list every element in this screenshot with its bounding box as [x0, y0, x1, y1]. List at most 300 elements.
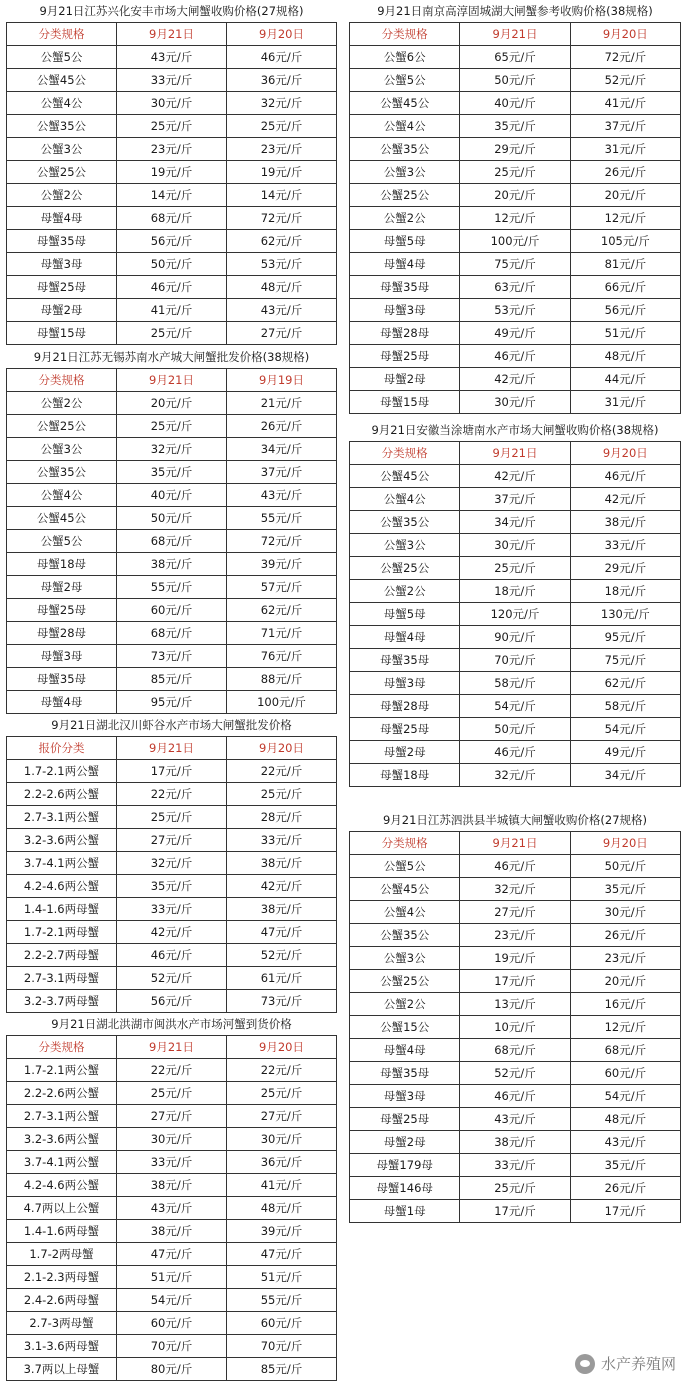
price-cell: 14元/斤	[117, 184, 227, 207]
spec-cell: 公蟹35公	[7, 461, 117, 484]
spec-cell: 公蟹35公	[7, 115, 117, 138]
price-table-block	[6, 1013, 337, 1381]
price-cell: 55元/斤	[227, 507, 337, 530]
price-cell: 50元/斤	[117, 253, 227, 276]
price-cell: 65元/斤	[460, 46, 570, 69]
price-cell: 22元/斤	[117, 1059, 227, 1082]
price-cell: 85元/斤	[227, 1358, 337, 1381]
price-cell: 33元/斤	[570, 534, 680, 557]
price-cell: 22元/斤	[227, 1059, 337, 1082]
price-cell: 42元/斤	[227, 875, 337, 898]
spec-cell: 母蟹3母	[350, 1085, 460, 1108]
price-cell: 29元/斤	[570, 557, 680, 580]
spec-cell: 母蟹4母	[7, 207, 117, 230]
price-cell: 32元/斤	[460, 764, 570, 787]
price-table	[6, 1035, 337, 1381]
table-row	[7, 1266, 337, 1289]
table-row	[7, 1174, 337, 1197]
column-header: 9月20日	[570, 832, 680, 855]
price-cell: 34元/斤	[227, 438, 337, 461]
spec-cell: 母蟹25母	[7, 276, 117, 299]
price-cell: 25元/斤	[460, 557, 570, 580]
spec-cell: 母蟹146母	[350, 1177, 460, 1200]
price-cell: 37元/斤	[227, 461, 337, 484]
price-cell: 33元/斤	[117, 1151, 227, 1174]
table-row	[350, 901, 681, 924]
table-row	[350, 161, 681, 184]
table-row	[7, 553, 337, 576]
table-row	[7, 438, 337, 461]
price-cell: 58元/斤	[460, 672, 570, 695]
price-cell: 42元/斤	[460, 368, 570, 391]
price-cell: 44元/斤	[570, 368, 680, 391]
price-cell: 46元/斤	[570, 465, 680, 488]
table-row	[350, 1085, 681, 1108]
price-cell: 61元/斤	[227, 967, 337, 990]
price-cell: 19元/斤	[460, 947, 570, 970]
column-header: 9月20日	[570, 442, 680, 465]
price-cell: 26元/斤	[227, 415, 337, 438]
spec-cell: 公蟹5公	[7, 530, 117, 553]
price-cell: 71元/斤	[227, 622, 337, 645]
column-header: 9月21日	[117, 737, 227, 760]
table-row	[350, 1062, 681, 1085]
table-title: 9月21日湖北汉川虾谷水产市场大闸蟹批发价格	[51, 718, 292, 732]
price-cell: 23元/斤	[460, 924, 570, 947]
table-row	[7, 852, 337, 875]
spec-cell: 公蟹45公	[350, 878, 460, 901]
price-cell: 50元/斤	[117, 507, 227, 530]
table-row	[7, 1105, 337, 1128]
watermark-text: 水产养殖网	[600, 1355, 676, 1373]
spec-cell: 1.7-2.1两公蟹	[7, 1059, 117, 1082]
price-cell: 33元/斤	[117, 898, 227, 921]
table-row	[7, 507, 337, 530]
spec-cell: 母蟹2母	[350, 741, 460, 764]
price-cell: 76元/斤	[227, 645, 337, 668]
price-cell: 32元/斤	[460, 878, 570, 901]
price-cell: 75元/斤	[570, 649, 680, 672]
table-row	[7, 1220, 337, 1243]
table-row	[7, 783, 337, 806]
price-cell: 37元/斤	[460, 488, 570, 511]
price-cell: 54元/斤	[570, 1085, 680, 1108]
price-cell: 58元/斤	[570, 695, 680, 718]
table-row	[7, 1358, 337, 1381]
price-cell: 32元/斤	[117, 852, 227, 875]
price-cell: 25元/斤	[117, 415, 227, 438]
spec-cell: 2.7-3.1两公蟹	[7, 1105, 117, 1128]
price-cell: 38元/斤	[460, 1131, 570, 1154]
table-row	[350, 46, 681, 69]
spec-cell: 母蟹1母	[350, 1200, 460, 1223]
table-row	[350, 649, 681, 672]
price-cell: 70元/斤	[227, 1335, 337, 1358]
table-row	[7, 230, 337, 253]
price-cell: 16元/斤	[570, 993, 680, 1016]
price-cell: 31元/斤	[570, 391, 680, 414]
price-cell: 51元/斤	[570, 322, 680, 345]
spec-cell: 公蟹45公	[7, 69, 117, 92]
spec-cell: 公蟹4公	[350, 488, 460, 511]
spec-cell: 母蟹2母	[7, 576, 117, 599]
table-row	[350, 276, 681, 299]
price-cell: 55元/斤	[117, 576, 227, 599]
price-cell: 41元/斤	[117, 299, 227, 322]
table-row	[7, 875, 337, 898]
column-header: 9月20日	[227, 737, 337, 760]
column-header: 分类规格	[350, 23, 460, 46]
price-cell: 26元/斤	[570, 1177, 680, 1200]
table-row	[350, 1131, 681, 1154]
price-cell: 46元/斤	[460, 855, 570, 878]
price-cell: 28元/斤	[227, 806, 337, 829]
price-cell: 56元/斤	[117, 230, 227, 253]
column-header: 9月21日	[460, 23, 570, 46]
table-row	[350, 1177, 681, 1200]
spec-cell: 母蟹18母	[7, 553, 117, 576]
spec-cell: 公蟹2公	[350, 580, 460, 603]
table-row	[350, 924, 681, 947]
price-cell: 17元/斤	[460, 970, 570, 993]
price-cell: 46元/斤	[460, 741, 570, 764]
price-cell: 53元/斤	[460, 299, 570, 322]
price-table-block	[6, 346, 337, 714]
spec-cell: 公蟹35公	[350, 924, 460, 947]
table-row	[7, 691, 337, 714]
price-cell: 25元/斤	[227, 1082, 337, 1105]
spec-cell: 公蟹5公	[7, 46, 117, 69]
price-cell: 48元/斤	[227, 1197, 337, 1220]
table-row	[7, 392, 337, 415]
price-cell: 38元/斤	[117, 1174, 227, 1197]
table-row	[350, 557, 681, 580]
price-cell: 50元/斤	[460, 718, 570, 741]
price-cell: 75元/斤	[460, 253, 570, 276]
price-cell: 63元/斤	[460, 276, 570, 299]
table-row	[350, 138, 681, 161]
table-row	[7, 1197, 337, 1220]
price-cell: 48元/斤	[227, 276, 337, 299]
price-cell: 38元/斤	[117, 1220, 227, 1243]
price-cell: 19元/斤	[227, 161, 337, 184]
table-row	[350, 741, 681, 764]
column-header: 9月21日	[460, 442, 570, 465]
price-cell: 17元/斤	[460, 1200, 570, 1223]
price-cell: 23元/斤	[570, 947, 680, 970]
table-title: 9月21日江苏无锡苏南水产城大闸蟹批发价格(38规格)	[33, 350, 310, 364]
price-table	[349, 831, 681, 1223]
price-cell: 95元/斤	[117, 691, 227, 714]
spec-cell: 公蟹3公	[7, 438, 117, 461]
price-cell: 25元/斤	[227, 783, 337, 806]
column-header: 9月20日	[227, 23, 337, 46]
price-cell: 60元/斤	[117, 1312, 227, 1335]
price-table	[6, 22, 337, 345]
spec-cell: 公蟹2公	[350, 207, 460, 230]
price-cell: 25元/斤	[460, 161, 570, 184]
price-cell: 40元/斤	[117, 484, 227, 507]
table-row	[350, 580, 681, 603]
table-row	[7, 760, 337, 783]
price-cell: 14元/斤	[227, 184, 337, 207]
table-row	[350, 391, 681, 414]
spec-cell: 母蟹179母	[350, 1154, 460, 1177]
price-cell: 120元/斤	[460, 603, 570, 626]
table-row	[7, 69, 337, 92]
price-cell: 38元/斤	[227, 898, 337, 921]
spec-cell: 母蟹4母	[7, 691, 117, 714]
price-cell: 50元/斤	[460, 69, 570, 92]
price-cell: 51元/斤	[227, 1266, 337, 1289]
spec-cell: 母蟹3母	[7, 645, 117, 668]
price-cell: 105元/斤	[570, 230, 680, 253]
price-cell: 17元/斤	[117, 760, 227, 783]
price-cell: 43元/斤	[117, 1197, 227, 1220]
spec-cell: 2.4-2.6两母蟹	[7, 1289, 117, 1312]
spec-cell: 公蟹25公	[350, 970, 460, 993]
price-cell: 25元/斤	[460, 1177, 570, 1200]
price-cell: 34元/斤	[570, 764, 680, 787]
spec-cell: 公蟹35公	[350, 138, 460, 161]
price-cell: 25元/斤	[117, 1082, 227, 1105]
spec-cell: 母蟹25母	[350, 345, 460, 368]
table-row	[7, 115, 337, 138]
spec-cell: 3.2-3.6两公蟹	[7, 1128, 117, 1151]
spec-cell: 2.7-3.1两母蟹	[7, 967, 117, 990]
table-row	[7, 921, 337, 944]
price-cell: 25元/斤	[227, 115, 337, 138]
table-row	[7, 645, 337, 668]
price-cell: 68元/斤	[117, 207, 227, 230]
spec-cell: 公蟹25公	[350, 557, 460, 580]
price-table	[349, 441, 681, 787]
spec-cell: 公蟹4公	[350, 115, 460, 138]
table-row	[350, 764, 681, 787]
price-cell: 33元/斤	[460, 1154, 570, 1177]
price-cell: 53元/斤	[227, 253, 337, 276]
spec-cell: 公蟹5公	[350, 69, 460, 92]
price-cell: 43元/斤	[460, 1108, 570, 1131]
table-row	[7, 944, 337, 967]
price-cell: 35元/斤	[570, 878, 680, 901]
spec-cell: 母蟹18母	[350, 764, 460, 787]
price-cell: 17元/斤	[570, 1200, 680, 1223]
table-row	[350, 465, 681, 488]
table-header-row	[7, 1036, 337, 1059]
price-cell: 52元/斤	[117, 967, 227, 990]
spec-cell: 公蟹2公	[350, 993, 460, 1016]
price-cell: 42元/斤	[460, 465, 570, 488]
price-cell: 72元/斤	[227, 530, 337, 553]
table-row	[350, 970, 681, 993]
price-cell: 36元/斤	[227, 1151, 337, 1174]
table-row	[350, 1200, 681, 1223]
price-cell: 62元/斤	[227, 599, 337, 622]
price-cell: 23元/斤	[227, 138, 337, 161]
table-title: 9月21日湖北洪湖市闽洪水产市场河蟹到货价格	[51, 1017, 292, 1031]
price-cell: 30元/斤	[460, 534, 570, 557]
spec-cell: 公蟹3公	[350, 947, 460, 970]
table-title: 9月21日安徽当涂塘南水产市场大闸蟹收购价格(38规格)	[371, 423, 659, 437]
price-cell: 37元/斤	[570, 115, 680, 138]
spec-cell: 母蟹5母	[350, 230, 460, 253]
price-cell: 32元/斤	[227, 92, 337, 115]
table-row	[7, 967, 337, 990]
price-cell: 46元/斤	[460, 345, 570, 368]
price-cell: 81元/斤	[570, 253, 680, 276]
price-cell: 62元/斤	[570, 672, 680, 695]
table-row	[7, 1082, 337, 1105]
price-cell: 27元/斤	[117, 829, 227, 852]
price-cell: 25元/斤	[117, 806, 227, 829]
column-header: 分类规格	[7, 23, 117, 46]
table-row	[350, 345, 681, 368]
spec-cell: 4.7两以上公蟹	[7, 1197, 117, 1220]
spec-cell: 3.7-4.1两公蟹	[7, 1151, 117, 1174]
price-cell: 70元/斤	[460, 649, 570, 672]
price-cell: 56元/斤	[117, 990, 227, 1013]
price-cell: 41元/斤	[570, 92, 680, 115]
watermark	[575, 1353, 676, 1374]
table-row	[350, 115, 681, 138]
spec-cell: 公蟹45公	[350, 92, 460, 115]
spec-cell: 公蟹6公	[350, 46, 460, 69]
price-cell: 38元/斤	[117, 553, 227, 576]
price-cell: 20元/斤	[570, 184, 680, 207]
table-row	[350, 855, 681, 878]
spec-cell: 母蟹35母	[350, 276, 460, 299]
spec-cell: 母蟹2母	[350, 368, 460, 391]
price-cell: 60元/斤	[570, 1062, 680, 1085]
spec-cell: 公蟹25公	[7, 161, 117, 184]
price-cell: 49元/斤	[460, 322, 570, 345]
spec-cell: 3.2-3.7两母蟹	[7, 990, 117, 1013]
table-row	[7, 599, 337, 622]
price-cell: 35元/斤	[117, 875, 227, 898]
table-row	[7, 207, 337, 230]
price-cell: 31元/斤	[570, 138, 680, 161]
spec-cell: 母蟹3母	[350, 299, 460, 322]
table-row	[350, 695, 681, 718]
table-row	[7, 322, 337, 345]
table-header-row	[7, 369, 337, 392]
table-row	[7, 138, 337, 161]
spec-cell: 母蟹35母	[350, 1062, 460, 1085]
price-cell: 30元/斤	[117, 92, 227, 115]
spec-cell: 母蟹15母	[7, 322, 117, 345]
table-row	[350, 993, 681, 1016]
price-cell: 27元/斤	[227, 322, 337, 345]
price-cell: 70元/斤	[117, 1335, 227, 1358]
price-cell: 60元/斤	[227, 1312, 337, 1335]
spec-cell: 母蟹4母	[350, 626, 460, 649]
spec-cell: 公蟹4公	[350, 901, 460, 924]
price-cell: 38元/斤	[570, 511, 680, 534]
price-cell: 95元/斤	[570, 626, 680, 649]
price-cell: 20元/斤	[460, 184, 570, 207]
table-row	[350, 947, 681, 970]
price-cell: 68元/斤	[117, 530, 227, 553]
price-cell: 47元/斤	[227, 1243, 337, 1266]
table-row	[7, 1312, 337, 1335]
price-cell: 12元/斤	[460, 207, 570, 230]
table-row	[7, 46, 337, 69]
spec-cell: 1.7-2两母蟹	[7, 1243, 117, 1266]
price-cell: 52元/斤	[460, 1062, 570, 1085]
price-cell: 51元/斤	[117, 1266, 227, 1289]
price-cell: 20元/斤	[570, 970, 680, 993]
table-row	[350, 368, 681, 391]
price-cell: 30元/斤	[227, 1128, 337, 1151]
spec-cell: 公蟹15公	[350, 1016, 460, 1039]
spec-cell: 1.7-2.1两母蟹	[7, 921, 117, 944]
price-table-block	[349, 419, 681, 787]
price-cell: 52元/斤	[227, 944, 337, 967]
price-cell: 80元/斤	[117, 1358, 227, 1381]
price-cell: 88元/斤	[227, 668, 337, 691]
price-cell: 32元/斤	[117, 438, 227, 461]
table-title: 9月21日江苏泗洪县半城镇大闸蟹收购价格(27规格)	[382, 813, 648, 827]
wechat-logo-icon	[575, 1354, 595, 1374]
spec-cell: 公蟹3公	[7, 138, 117, 161]
table-row	[350, 511, 681, 534]
spec-cell: 1.7-2.1两公蟹	[7, 760, 117, 783]
price-cell: 30元/斤	[570, 901, 680, 924]
table-row	[7, 1059, 337, 1082]
spec-cell: 公蟹4公	[7, 484, 117, 507]
price-cell: 39元/斤	[227, 1220, 337, 1243]
price-cell: 35元/斤	[570, 1154, 680, 1177]
price-cell: 12元/斤	[570, 207, 680, 230]
price-cell: 27元/斤	[460, 901, 570, 924]
table-row	[7, 461, 337, 484]
price-cell: 43元/斤	[227, 299, 337, 322]
table-header-row	[350, 832, 681, 855]
spec-cell: 公蟹3公	[350, 161, 460, 184]
spec-cell: 1.4-1.6两母蟹	[7, 1220, 117, 1243]
column-header: 9月21日	[117, 369, 227, 392]
price-cell: 68元/斤	[460, 1039, 570, 1062]
price-cell: 18元/斤	[460, 580, 570, 603]
price-cell: 54元/斤	[570, 718, 680, 741]
price-cell: 25元/斤	[117, 322, 227, 345]
price-table-block	[349, 809, 681, 1223]
price-cell: 66元/斤	[570, 276, 680, 299]
table-header-row	[7, 737, 337, 760]
price-cell: 13元/斤	[460, 993, 570, 1016]
price-cell: 35元/斤	[460, 115, 570, 138]
table-row	[7, 1335, 337, 1358]
price-cell: 48元/斤	[570, 345, 680, 368]
spec-cell: 母蟹5母	[350, 603, 460, 626]
price-cell: 52元/斤	[570, 69, 680, 92]
spec-cell: 母蟹3母	[350, 672, 460, 695]
price-cell: 48元/斤	[570, 1108, 680, 1131]
table-row	[350, 878, 681, 901]
spec-cell: 2.1-2.3两母蟹	[7, 1266, 117, 1289]
table-row	[7, 1289, 337, 1312]
price-table-block	[6, 714, 337, 1013]
column-header: 分类规格	[7, 369, 117, 392]
price-cell: 26元/斤	[570, 924, 680, 947]
price-cell: 27元/斤	[117, 1105, 227, 1128]
price-cell: 30元/斤	[117, 1128, 227, 1151]
table-row	[7, 276, 337, 299]
price-cell: 54元/斤	[460, 695, 570, 718]
table-row	[7, 415, 337, 438]
price-cell: 34元/斤	[460, 511, 570, 534]
